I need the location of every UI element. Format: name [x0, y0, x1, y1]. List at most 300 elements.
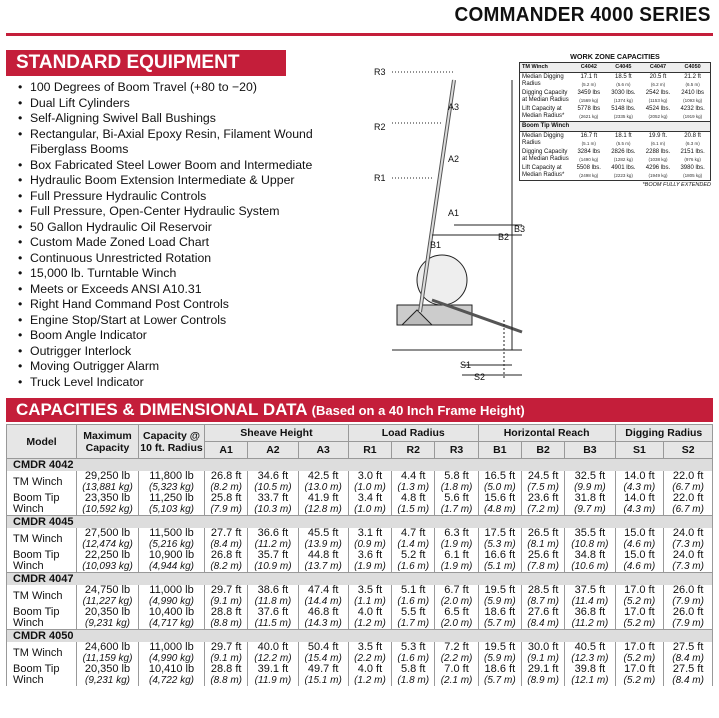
- imperial-value: 4.8 ft: [401, 492, 426, 504]
- imperial-value: 24.0 ft: [672, 549, 704, 561]
- equipment-item: • Moving Outrigger Alarm: [18, 359, 358, 375]
- capacity-cell: [435, 528, 478, 550]
- capacity-cell: [521, 528, 564, 550]
- capacity-cell: [348, 585, 391, 607]
- work-zone-value: 18.5 ft: [615, 74, 632, 80]
- capacity-cell: [565, 493, 615, 516]
- metric-value: (8.1 m): [527, 539, 559, 550]
- metric-value: (7.9 m): [672, 596, 704, 607]
- metric-value: (1.7 m): [440, 504, 473, 515]
- work-zone-cell: [641, 73, 676, 90]
- imperial-value: 14.0 ft: [624, 470, 655, 482]
- imperial-value: 29.7 ft: [210, 584, 242, 596]
- capacity-cell: [77, 585, 139, 607]
- capacity-cell: [478, 528, 521, 550]
- winch-type: TM Winch: [7, 528, 77, 550]
- metric-value: (4,990 kg): [148, 596, 195, 607]
- metric-value: (13,881 kg): [82, 482, 133, 493]
- metric-value: (11.4 m): [571, 596, 609, 607]
- work-zone-value: 3030 lbs.: [611, 90, 636, 96]
- imperial-value: 24,600 lb: [84, 641, 131, 653]
- work-zone-row-label: Lift Capacity at Median Radius*: [522, 106, 565, 119]
- imperial-value: 10,400 lb: [148, 606, 195, 618]
- model-name: CMDR 4047: [7, 573, 713, 586]
- capacity-cell: [521, 642, 564, 664]
- metric-value: (8.7 m): [527, 596, 559, 607]
- capacities-heading: [6, 398, 713, 422]
- work-zone-metric: (1093 kg): [683, 98, 703, 103]
- metric-value: (2.0 m): [440, 618, 473, 629]
- capacity-cell: [205, 585, 248, 607]
- imperial-value: 34.6 ft: [257, 470, 289, 482]
- equipment-item: • Meets or Exceeds ANSI A10.31: [18, 282, 358, 298]
- work-zone-metric: (6.3 m): [685, 141, 700, 146]
- metric-value: (5,216 kg): [148, 539, 195, 550]
- metric-value: (1.4 m): [397, 539, 430, 550]
- metric-value: (9.7 m): [574, 504, 606, 515]
- capacity-cell: [521, 550, 564, 573]
- metric-value: (5.1 m): [484, 561, 516, 572]
- work-zone-metric: (1490 kg): [579, 157, 599, 162]
- capacity-cell: [139, 642, 205, 664]
- winch-type: Boom Tip Winch: [7, 493, 77, 516]
- metric-value: (1.8 m): [440, 482, 473, 493]
- imperial-value: 29.1 ft: [527, 663, 559, 675]
- imperial-value: 25.6 ft: [527, 549, 559, 561]
- metric-value: (5.3 m): [484, 539, 516, 550]
- work-zone-metric: (2621 kg): [579, 114, 599, 119]
- equipment-item: • Dual Lift Cylinders: [18, 96, 358, 112]
- col-b2: B2: [521, 442, 564, 459]
- imperial-value: 3.5 ft: [357, 641, 383, 653]
- work-zone-metric: (1374 kg): [613, 98, 633, 103]
- metric-value: (11,159 kg): [82, 653, 133, 664]
- metric-value: (7.9 m): [672, 618, 704, 629]
- imperial-value: 32.5 ft: [574, 470, 606, 482]
- work-zone-title: WORK ZONE CAPACITIES: [570, 52, 660, 61]
- equipment-item: • Continuous Unrestricted Rotation: [18, 251, 358, 267]
- winch-type: TM Winch: [7, 585, 77, 607]
- capacity-cell: [298, 550, 348, 573]
- imperial-value: 24,750 lb: [84, 584, 131, 596]
- diagram-label-s1: S1: [460, 360, 472, 370]
- imperial-value: 15.0 ft: [624, 527, 655, 539]
- work-zone-cell: [572, 105, 607, 122]
- capacity-cell: [205, 550, 248, 573]
- imperial-value: 4.0 ft: [357, 606, 383, 618]
- imperial-value: 39.1 ft: [257, 663, 289, 675]
- imperial-value: 6.7 ft: [444, 584, 469, 596]
- imperial-value: 50.4 ft: [307, 641, 339, 653]
- work-zone-metric: (2052 kg): [648, 114, 668, 119]
- capacity-cell: [615, 471, 664, 493]
- metric-value: (5,103 kg): [148, 504, 195, 515]
- equipment-item: • Boom Angle Indicator: [18, 328, 358, 344]
- capacity-cell: [248, 493, 298, 516]
- diagram-label-a3: A3: [448, 102, 460, 112]
- capacity-cell: [298, 471, 348, 493]
- capacity-cell: [248, 585, 298, 607]
- work-zone-cell: [606, 164, 641, 181]
- metric-value: (11.9 m): [254, 675, 292, 686]
- work-zone-metric: (2335 kg): [613, 114, 633, 119]
- capacity-row: [7, 664, 713, 686]
- capacity-cell: [248, 550, 298, 573]
- capacity-cell: [248, 528, 298, 550]
- imperial-value: 11,250 lb: [149, 492, 194, 504]
- capacity-cell: [348, 664, 391, 686]
- imperial-value: 23.6 ft: [527, 492, 559, 504]
- capacity-cell: [664, 550, 713, 573]
- capacity-cell: [348, 550, 391, 573]
- metric-value: (8.4 m): [527, 618, 559, 629]
- work-zone-metric: (2498 kg): [579, 173, 599, 178]
- work-zone-value: 17.1 ft: [580, 74, 598, 80]
- equipment-item: • 50 Gallon Hydraulic Oil Reservoir: [18, 220, 358, 236]
- work-zone-row: [520, 89, 711, 105]
- work-zone-value: 16.7 ft: [580, 133, 598, 139]
- metric-value: (6.7 m): [672, 482, 704, 493]
- capacity-cell: [392, 493, 435, 516]
- capacity-cell: [392, 528, 435, 550]
- work-zone-section-name: Boom Tip Winch: [520, 122, 572, 132]
- work-zone-metric: (5.5 m): [616, 141, 631, 146]
- work-zone-cell: [606, 105, 641, 122]
- capacity-cell: [348, 642, 391, 664]
- work-zone-row-label: Digging Capacity at Median Radius: [522, 90, 569, 103]
- imperial-value: 18.6 ft: [484, 606, 516, 618]
- imperial-value: 7.0 ft: [444, 663, 469, 675]
- metric-value: (8.9 m): [527, 675, 559, 686]
- imperial-value: 5.6 ft: [444, 492, 469, 504]
- capacity-cell: [664, 664, 713, 686]
- capacity-cell: [205, 471, 248, 493]
- imperial-value: 5.5 ft: [401, 606, 426, 618]
- model-name: CMDR 4045: [7, 516, 713, 529]
- work-zone-row: [520, 105, 711, 122]
- work-zone-metric: (6.2 m): [650, 82, 666, 87]
- metric-value: (1.2 m): [354, 675, 386, 686]
- metric-value: (7.9 m): [210, 504, 242, 515]
- capacity-cell: [664, 585, 713, 607]
- metric-value: (1.6 m): [397, 653, 430, 664]
- work-zone-row-label: Median Digging Radius: [522, 133, 564, 146]
- work-zone-row: [520, 73, 711, 90]
- capacity-cell: [435, 471, 478, 493]
- work-zone-row-label: Digging Capacity at Median Radius: [522, 149, 569, 162]
- diagram-label-r3: R3: [374, 67, 386, 77]
- work-zone-value: 2542 lbs.: [645, 90, 671, 96]
- capacity-cell: [139, 585, 205, 607]
- col-horizontal-reach: Horizontal Reach: [478, 425, 615, 442]
- metric-value: (1.0 m): [354, 482, 386, 493]
- work-zone-value: 4901 lbs.: [611, 165, 636, 171]
- imperial-value: 40.5 ft: [574, 641, 606, 653]
- work-zone-cell: [675, 105, 710, 122]
- work-zone-value: 4296 lbs.: [645, 165, 671, 171]
- metric-value: (5.2 m): [623, 618, 656, 629]
- work-zone-cell: [572, 132, 607, 149]
- imperial-value: 11,000 lb: [149, 584, 194, 596]
- capacities-title: CAPACITIES & DIMENSIONAL DATA: [16, 400, 307, 419]
- work-zone-value: 5508 lbs.: [576, 165, 601, 171]
- capacity-cell: [664, 528, 713, 550]
- metric-value: (9.1 m): [527, 653, 559, 664]
- work-zone-metric: (2223 kg): [613, 173, 633, 178]
- imperial-value: 5.2 ft: [401, 549, 426, 561]
- imperial-value: 37.6 ft: [257, 606, 289, 618]
- capacity-cell: [478, 471, 521, 493]
- metric-value: (4.6 m): [623, 539, 656, 550]
- work-zone-row-label: Lift Capacity at Median Radius*: [522, 165, 565, 178]
- metric-value: (5.9 m): [484, 596, 516, 607]
- work-zone-col-header: [641, 122, 676, 132]
- work-zone-value: 3459 lbs: [577, 90, 601, 96]
- metric-value: (4.8 m): [484, 504, 516, 515]
- capacity-cell: [615, 585, 664, 607]
- capacity-cell: [435, 664, 478, 686]
- metric-value: (2.0 m): [440, 596, 473, 607]
- capacity-cell: [435, 642, 478, 664]
- imperial-value: 3.5 ft: [357, 584, 383, 596]
- imperial-value: 5.8 ft: [401, 663, 426, 675]
- work-zone-cell: [641, 89, 676, 105]
- work-zone-cell: [606, 73, 641, 90]
- imperial-value: 14.0 ft: [624, 492, 655, 504]
- col-r1: R1: [348, 442, 391, 459]
- metric-value: (8.8 m): [210, 675, 242, 686]
- equipment-item: • Box Fabricated Steel Lower Boom and Intermediate: [18, 158, 358, 174]
- metric-value: (1.9 m): [440, 539, 473, 550]
- col-s1: S1: [615, 442, 664, 459]
- metric-value: (1.1 m): [354, 596, 386, 607]
- capacity-cell: [615, 550, 664, 573]
- capacity-cell: [664, 642, 713, 664]
- work-zone-section-row: [520, 122, 711, 132]
- capacity-cell: [565, 471, 615, 493]
- equipment-item: • Custom Made Zoned Load Chart: [18, 235, 358, 251]
- capacity-cell: [521, 607, 564, 630]
- col-capacity-10ft: Capacity @ 10 ft. Radius: [139, 425, 205, 459]
- metric-value: (12.2 m): [254, 653, 292, 664]
- imperial-value: 26.0 ft: [672, 584, 704, 596]
- work-zone-metric: (1038 kg): [648, 157, 668, 162]
- capacity-cell: [565, 585, 615, 607]
- work-zone-value: 3980 lbs.: [680, 165, 705, 171]
- metric-value: (10.9 m): [254, 561, 292, 572]
- capacity-cell: [298, 493, 348, 516]
- metric-value: (1.9 m): [440, 561, 473, 572]
- metric-value: (6.7 m): [672, 504, 704, 515]
- metric-value: (12.1 m): [571, 675, 609, 686]
- metric-value: (4,944 kg): [148, 561, 195, 572]
- col-b3: B3: [565, 442, 615, 459]
- metric-value: (8.4 m): [672, 675, 704, 686]
- equipment-item: • Full Pressure Hydraulic Controls: [18, 189, 358, 205]
- col-digging-radius: Digging Radius: [615, 425, 712, 442]
- work-zone-cell: [675, 164, 710, 181]
- imperial-value: 26.0 ft: [672, 606, 704, 618]
- metric-value: (8.8 m): [210, 618, 242, 629]
- work-zone-value: 18.1 ft: [615, 133, 632, 139]
- winch-type: Boom Tip Winch: [7, 664, 77, 686]
- work-zone-col-header: C4050: [675, 63, 710, 73]
- capacity-cell: [139, 471, 205, 493]
- work-zone-metric: (5.6 m): [616, 82, 631, 87]
- capacity-cell: [392, 607, 435, 630]
- capacity-cell: [435, 550, 478, 573]
- capacity-cell: [478, 642, 521, 664]
- capacity-cell: [348, 607, 391, 630]
- metric-value: (12.8 m): [304, 504, 342, 515]
- capacity-cell: [392, 471, 435, 493]
- metric-value: (1.3 m): [397, 482, 430, 493]
- equipment-item: • Truck Level Indicator: [18, 375, 358, 391]
- metric-value: (0.9 m): [354, 539, 386, 550]
- capacity-cell: [521, 471, 564, 493]
- capacity-cell: [521, 585, 564, 607]
- work-zone-metric: (1569 kg): [579, 98, 599, 103]
- capacity-cell: [139, 664, 205, 686]
- capacity-cell: [392, 664, 435, 686]
- capacity-cell: [248, 471, 298, 493]
- metric-value: (10,592 kg): [82, 504, 133, 515]
- imperial-value: 35.5 ft: [574, 527, 606, 539]
- metric-value: (5.2 m): [623, 675, 656, 686]
- metric-value: (5.7 m): [484, 675, 516, 686]
- col-r2: R2: [392, 442, 435, 459]
- imperial-value: 28.8 ft: [210, 606, 242, 618]
- work-zone-cell: [572, 89, 607, 105]
- imperial-value: 26.8 ft: [210, 549, 242, 561]
- metric-value: (14.4 m): [304, 596, 342, 607]
- metric-value: (7.3 m): [672, 561, 704, 572]
- col-a2: A2: [248, 442, 298, 459]
- capacity-cell: [205, 642, 248, 664]
- diagram-label-r1: R1: [374, 173, 386, 183]
- col-model: Model: [7, 425, 77, 459]
- metric-value: (12,474 kg): [82, 539, 133, 550]
- imperial-value: 41.9 ft: [307, 492, 339, 504]
- diagram-label-b2: B2: [498, 232, 510, 242]
- metric-value: (10.3 m): [254, 504, 292, 515]
- winch-type: TM Winch: [7, 642, 77, 664]
- imperial-value: 47.4 ft: [307, 584, 339, 596]
- work-zone-row: [520, 132, 711, 149]
- capacity-cell: [298, 642, 348, 664]
- capacity-cell: [348, 528, 391, 550]
- imperial-value: 20,350 lb: [84, 606, 131, 618]
- imperial-value: 44.8 ft: [307, 549, 339, 561]
- diagram-label-a1: A1: [448, 208, 460, 218]
- imperial-value: 27,500 lb: [84, 527, 131, 539]
- work-zone-col-header: C4047: [641, 63, 676, 73]
- metric-value: (10,093 kg): [82, 561, 133, 572]
- boom-reach-diagram: [372, 50, 526, 385]
- metric-value: (9.9 m): [574, 482, 606, 493]
- winch-type: Boom Tip Winch: [7, 550, 77, 573]
- imperial-value: 40.0 ft: [257, 641, 289, 653]
- work-zone-capacities: [519, 52, 711, 188]
- imperial-value: 36.6 ft: [257, 527, 289, 539]
- work-zone-metric: (1949 kg): [648, 173, 668, 178]
- metric-value: (9.1 m): [210, 596, 242, 607]
- imperial-value: 17.0 ft: [624, 663, 655, 675]
- work-zone-col-header: [606, 122, 641, 132]
- metric-value: (4,990 kg): [148, 653, 195, 664]
- work-zone-cell: [641, 105, 676, 122]
- metric-value: (5.0 m): [484, 482, 516, 493]
- imperial-value: 37.5 ft: [574, 584, 606, 596]
- capacity-cell: [615, 664, 664, 686]
- capacity-cell: [139, 528, 205, 550]
- capacity-row: [7, 607, 713, 630]
- metric-value: (5,323 kg): [148, 482, 195, 493]
- imperial-value: 27.7 ft: [210, 527, 242, 539]
- imperial-value: 35.7 ft: [257, 549, 289, 561]
- capacity-cell: [478, 585, 521, 607]
- imperial-value: 22,250 lb: [84, 549, 131, 561]
- capacity-cell: [348, 493, 391, 516]
- equipment-item: • Self-Aligning Swivel Ball Bushings: [18, 111, 358, 127]
- metric-value: (12.3 m): [571, 653, 609, 664]
- imperial-value: 16.6 ft: [484, 549, 516, 561]
- imperial-value: 42.5 ft: [307, 470, 339, 482]
- imperial-value: 23,350 lb: [84, 492, 131, 504]
- work-zone-note: *BOOM FULLY EXTENDED: [642, 182, 711, 188]
- equipment-item: • Hydraulic Boom Extension Intermediate & Upper: [18, 173, 358, 189]
- metric-value: (13.9 m): [304, 539, 342, 550]
- work-zone-cell: [675, 148, 710, 164]
- imperial-value: 46.8 ft: [307, 606, 339, 618]
- capacity-row: [7, 471, 713, 493]
- metric-value: (5.2 m): [623, 596, 656, 607]
- capacity-cell: [521, 493, 564, 516]
- work-zone-col-header: [675, 122, 710, 132]
- imperial-value: 34.8 ft: [574, 549, 606, 561]
- work-zone-metric: (1805 kg): [683, 173, 703, 178]
- metric-value: (11.5 m): [254, 618, 292, 629]
- metric-value: (1.8 m): [397, 675, 430, 686]
- capacity-cell: [248, 607, 298, 630]
- work-zone-value: 19.9 ft.: [648, 133, 668, 139]
- capacity-cell: [77, 607, 139, 630]
- metric-value: (2.2 m): [440, 653, 473, 664]
- work-zone-col-header: C4042: [572, 63, 607, 73]
- work-zone-section-row: [520, 63, 711, 73]
- equipment-item: • Rectangular, Bi-Axial Epoxy Resin, Filament Wound Fiberglass Booms: [18, 127, 358, 158]
- metric-value: (1.7 m): [397, 618, 430, 629]
- capacity-cell: [392, 550, 435, 573]
- imperial-value: 6.3 ft: [444, 527, 469, 539]
- capacity-cell: [615, 607, 664, 630]
- model-name: CMDR 4042: [7, 459, 713, 472]
- metric-value: (11.8 m): [254, 596, 292, 607]
- metric-value: (9.1 m): [210, 653, 242, 664]
- work-zone-metric: (6.5 m): [685, 82, 700, 87]
- capacity-cell: [478, 493, 521, 516]
- imperial-value: 28.5 ft: [527, 584, 559, 596]
- work-zone-value: 3284 lbs: [577, 149, 601, 155]
- metric-value: (4.3 m): [623, 504, 656, 515]
- imperial-value: 17.0 ft: [624, 641, 655, 653]
- capacity-cell: [77, 550, 139, 573]
- imperial-value: 4.4 ft: [401, 470, 426, 482]
- capacity-cell: [77, 493, 139, 516]
- imperial-value: 17.0 ft: [624, 584, 655, 596]
- diagram-label-b1: B1: [430, 240, 442, 250]
- capacity-cell: [565, 607, 615, 630]
